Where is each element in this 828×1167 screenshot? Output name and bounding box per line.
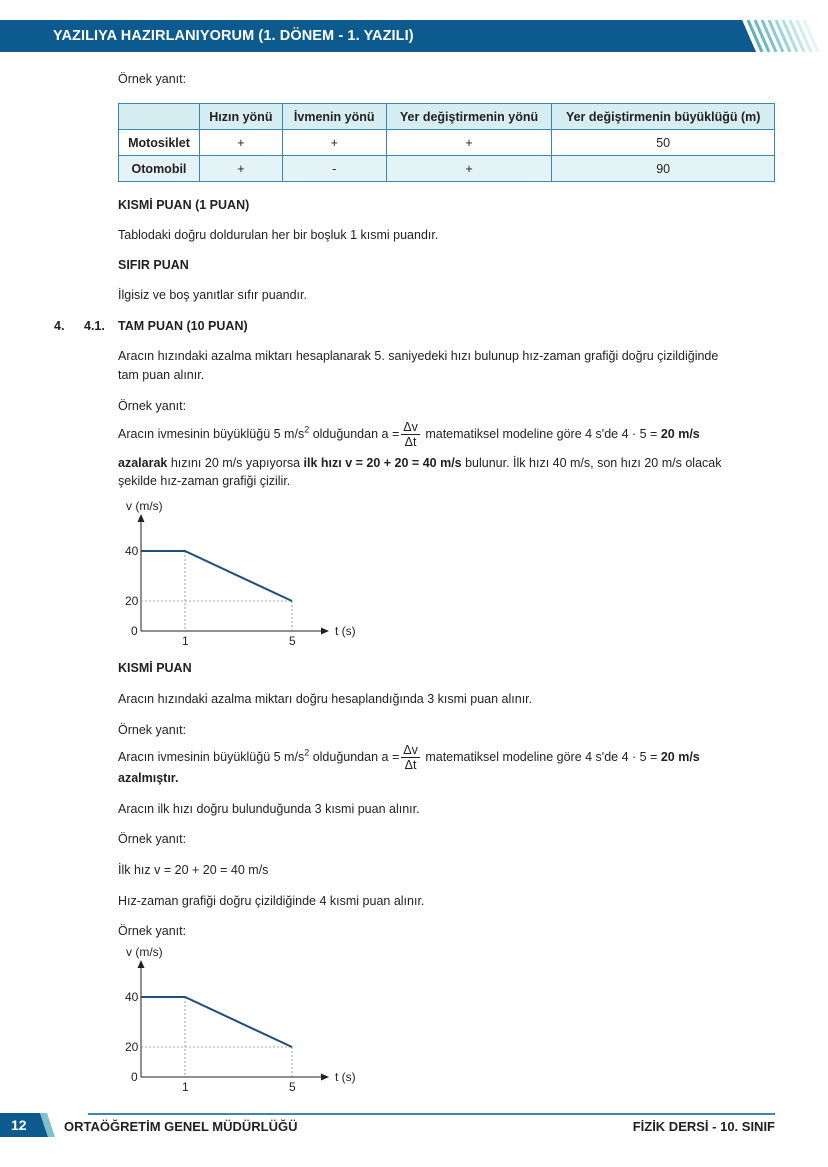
acceleration-explanation-2 <box>118 743 700 772</box>
y-tick-0: 0 <box>131 624 138 638</box>
header-title: YAZILIYA HAZIRLANIYORUM (1. DÖNEM - 1. YAZILI) <box>53 28 414 44</box>
y-tick-0: 0 <box>131 1070 138 1084</box>
footer-divider <box>88 1113 775 1115</box>
formula-lhs: a = <box>381 749 400 764</box>
partial-score-1: Aracın hızındaki azalma miktarı doğru hesaplandığında 3 kısmi puan alınır. <box>118 692 533 706</box>
acceleration-explanation-line3: şekilde hız-zaman grafiği çizilir. <box>118 474 291 488</box>
table-header-cell: Hızın yönü <box>199 104 282 130</box>
accel-suffix: matematiksel modeline göre 4 s'de 4 · 5 = <box>421 426 661 441</box>
velocity-time-graph <box>110 496 370 648</box>
table-cell: + <box>282 130 386 156</box>
page-number: 12 <box>11 1117 27 1133</box>
accel-mid: olduğundan <box>309 426 382 441</box>
acceleration-explanation-line2 <box>118 454 721 473</box>
accel-prefix: Aracın ivmesinin büyüklüğü 5 m/s <box>118 426 305 441</box>
example-label: Örnek yanıt: <box>118 924 187 938</box>
table-cell: 90 <box>552 156 775 182</box>
table-row <box>119 130 775 156</box>
table-header-row <box>119 104 775 130</box>
formula-denominator: Δt <box>404 758 417 772</box>
x-axis-label: t (s) <box>335 1070 356 1084</box>
footer-publisher: ORTAÖĞRETİM GENEL MÜDÜRLÜĞÜ <box>64 1119 298 1134</box>
formula-lhs: a = <box>381 426 400 441</box>
y-axis-arrow-icon <box>138 514 145 522</box>
table-cell: + <box>386 156 552 182</box>
x-tick-1: 1 <box>182 634 189 648</box>
formula-fraction <box>401 420 420 449</box>
accel-result: 20 m/s <box>660 749 700 764</box>
table-cell: 50 <box>552 130 775 156</box>
velocity-line <box>141 551 292 601</box>
example-label: Örnek yanıt: <box>118 723 187 737</box>
accel-superscript: 2 <box>304 424 310 435</box>
y-axis-label: v (m/s) <box>126 499 163 513</box>
x-tick-5: 5 <box>289 1080 296 1094</box>
x-tick-1: 1 <box>182 1080 189 1094</box>
y-tick-20: 20 <box>125 1040 139 1054</box>
table-cell: + <box>199 156 282 182</box>
y-tick-40: 40 <box>125 544 139 558</box>
answer-table <box>118 103 775 182</box>
table-cell: + <box>386 130 552 156</box>
x-axis-arrow-icon <box>321 628 329 635</box>
bold-azalarak: azalarak <box>118 456 168 470</box>
table-header-cell: Yer değiştirmenin büyüklüğü (m) <box>552 104 775 130</box>
row-label: Motosiklet <box>119 130 200 156</box>
formula-denominator: Δt <box>404 435 417 449</box>
y-axis-label: v (m/s) <box>126 945 163 959</box>
y-axis-arrow-icon <box>138 960 145 968</box>
example-label: Örnek yanıt: <box>118 399 187 413</box>
x-axis-arrow-icon <box>321 1074 329 1081</box>
zero-score-heading: SIFIR PUAN <box>118 258 189 272</box>
accel-suffix: matematiksel modeline göre 4 s'de 4 · 5 = <box>421 749 661 764</box>
zero-score-text: İlgisiz ve boş yanıtlar sıfır puandır. <box>118 288 307 302</box>
accel-prefix: Aracın ivmesinin büyüklüğü 5 m/s <box>118 749 305 764</box>
accel-mid: olduğundan <box>309 749 382 764</box>
acceleration-explanation-line1 <box>118 420 700 449</box>
x-tick-5: 5 <box>289 634 296 648</box>
full-score-heading: TAM PUAN (10 PUAN) <box>118 319 248 333</box>
bold-initial-speed: ilk hızı v = 20 + 20 = 40 m/s <box>303 456 462 470</box>
header-stripes-decoration <box>742 20 828 52</box>
full-score-text-line1: Aracın hızındaki azalma miktarı hesaplanarak 5. saniyedeki hızı bulunup hız-zaman grafiği doğru çizildiğinde <box>118 349 719 363</box>
table-row <box>119 156 775 182</box>
y-tick-20: 20 <box>125 594 139 608</box>
full-score-text-line2: tam puan alınır. <box>118 368 205 382</box>
example-label: Örnek yanıt: <box>118 832 187 846</box>
partial-score-3: Hız-zaman grafiği doğru çizildiğinde 4 kısmi puan alınır. <box>118 894 425 908</box>
partial-score-heading: KISMİ PUAN (1 PUAN) <box>118 198 250 212</box>
sub-question-number: 4.1. <box>84 319 105 333</box>
formula-numerator: Δv <box>403 743 418 757</box>
x-axis-label: t (s) <box>335 624 356 638</box>
azalmistir-text: azalmıştır. <box>118 771 179 785</box>
example-label: Örnek yanıt: <box>118 72 187 86</box>
row-label: Otomobil <box>119 156 200 182</box>
formula-numerator: Δv <box>403 420 418 434</box>
velocity-time-graph-2 <box>110 942 370 1094</box>
footer-page-tab <box>0 1113 60 1137</box>
initial-speed-text: İlk hız v = 20 + 20 = 40 m/s <box>118 863 269 877</box>
question-number: 4. <box>54 319 65 333</box>
formula-fraction <box>401 743 420 772</box>
text-segment: hızını 20 m/s yapıyorsa <box>167 456 304 470</box>
table-header-cell <box>119 104 200 130</box>
footer-subject: FİZİK DERSİ - 10. SINIF <box>632 1119 775 1134</box>
table-header-cell: İvmenin yönü <box>282 104 386 130</box>
accel-superscript: 2 <box>304 747 310 758</box>
y-tick-40: 40 <box>125 990 139 1004</box>
table-cell: - <box>282 156 386 182</box>
table-cell: + <box>199 130 282 156</box>
accel-result: 20 m/s <box>660 426 700 441</box>
velocity-line <box>141 997 292 1047</box>
text-segment: bulunur. İlk hızı 40 m/s, son hızı 20 m/s olacak <box>461 456 722 470</box>
table-header-cell: Yer değiştirmenin yönü <box>386 104 552 130</box>
partial-score-heading: KISMİ PUAN <box>118 661 192 675</box>
partial-score-2: Aracın ilk hızı doğru bulunduğunda 3 kısmi puan alınır. <box>118 802 420 816</box>
partial-score-text: Tablodaki doğru doldurulan her bir boşluk 1 kısmi puandır. <box>118 228 439 242</box>
